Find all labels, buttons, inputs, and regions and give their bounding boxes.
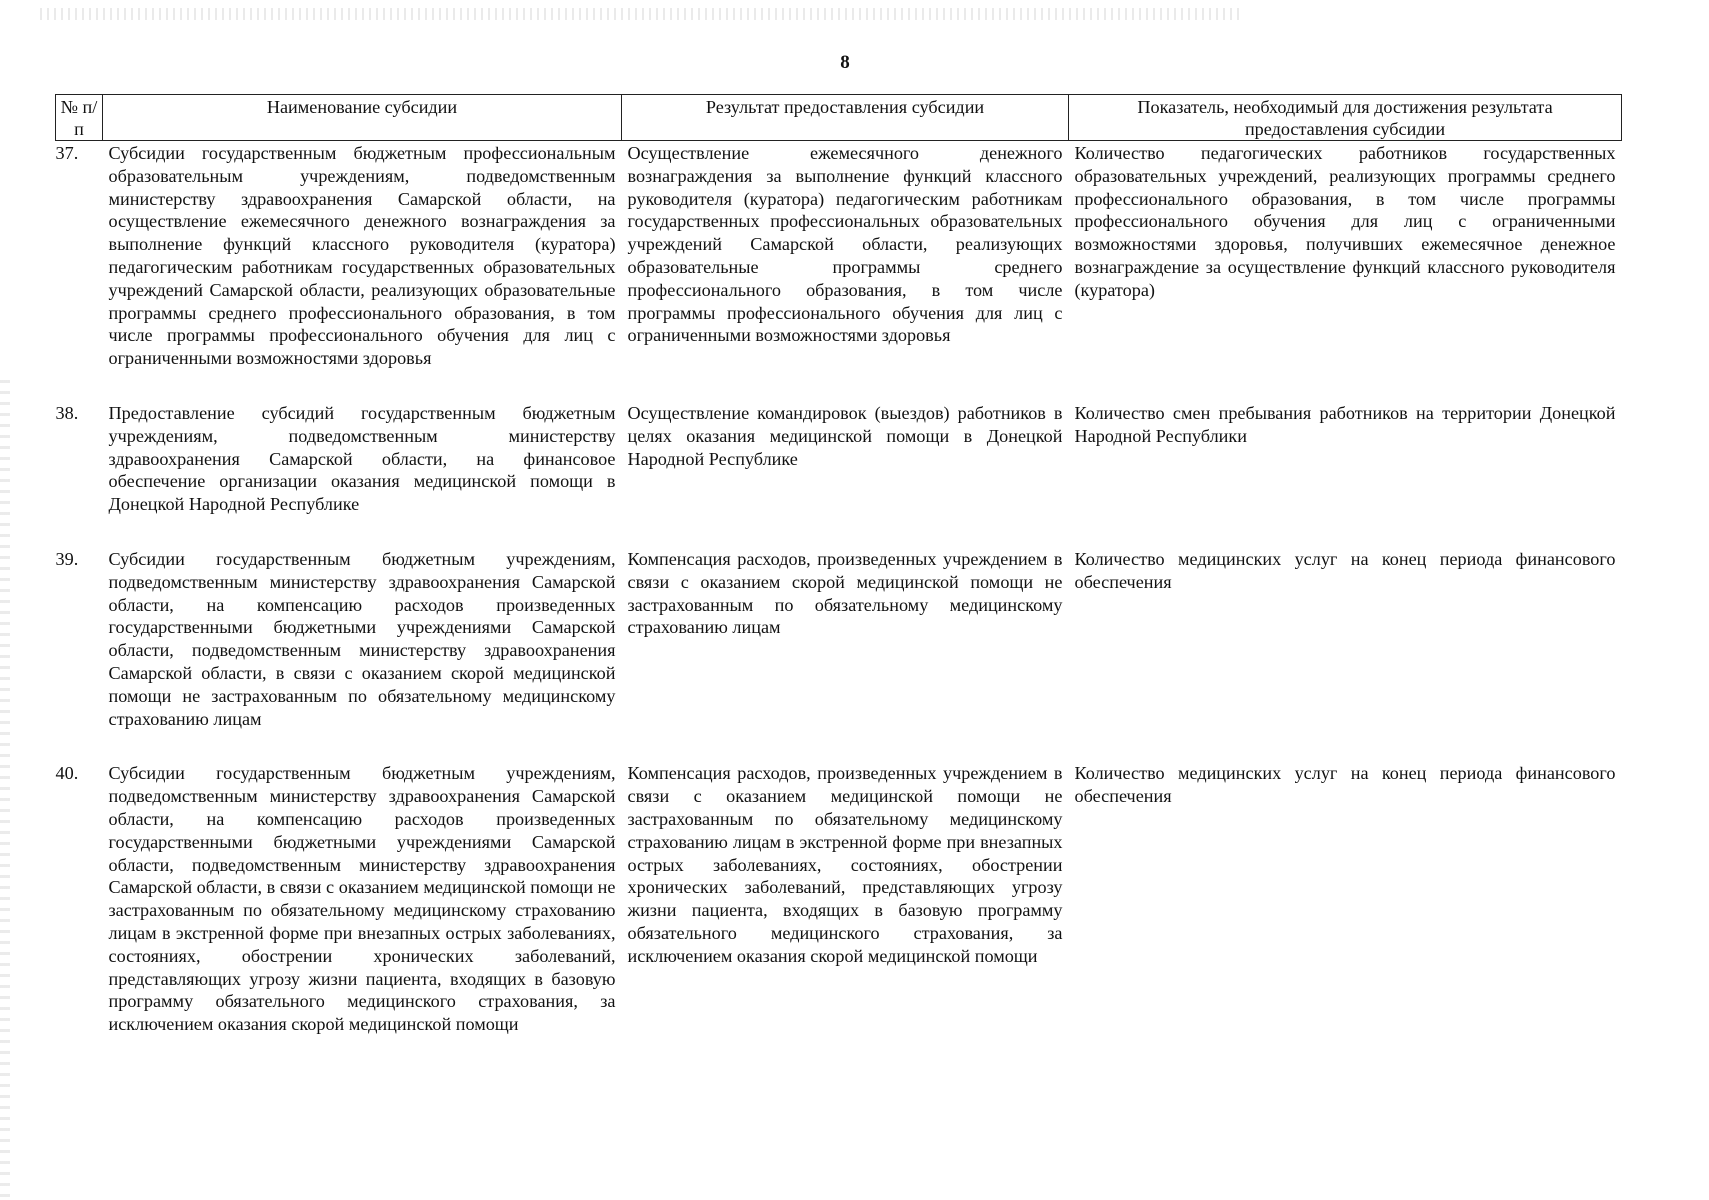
table-row [56, 762, 1622, 1068]
table-row [56, 548, 1622, 762]
subsidy-indicator: Количество медицинских услуг на конец периода финансового обеспечения [1074, 548, 1616, 592]
header-number: № п/п [56, 95, 103, 141]
row-number: 37. [55, 143, 79, 163]
scan-noise-top [40, 8, 1240, 20]
subsidy-result: Компенсация расходов, произведенных учреждением в связи с оказанием медицинской помощи не застрахованным по обязательному медицинскому страхованию лицам в экстренной форме при внезапных острых заболеваниях, состояниях, обострении хронических заболеваний, представляющих угрозу жизни пациента, входящих в базовую программу обязательного медицинского страхования, за исключением оказания скорой медицинской помощи [627, 763, 1063, 966]
header-subsidy-name: Наименование субсидии [103, 95, 622, 141]
table-row [56, 402, 1622, 548]
row-number: 40. [55, 763, 79, 784]
subsidy-name: Субсидии государственным бюджетным учреждениям, подведомственным министерству здравоохранения Самарской области, на компенсацию расходов произведенных государственными бюджетными учреждениями Самарской области, подведомственным министерству здравоохранения Самарской области, в связи с оказанием скорой медицинской помощи не застрахованным по обязательному медицинскому страхованию лицам [108, 548, 616, 729]
subsidy-result: Осуществление командировок (выездов) работников в целях оказания медицинской помощи в Донецкой Народной Республике [627, 402, 1063, 469]
subsidy-name: Предоставление субсидий государственным бюджетным учреждениям, подведомственным министерству здравоохранения Самарской области, на финансовое обеспечение организации оказания медицинской помощи в Донецкой Народной Республике [108, 402, 616, 515]
page-number: 8 [840, 52, 850, 73]
scan-noise-left [0, 380, 10, 1200]
header-subsidy-result: Результат предоставления субсидии [622, 95, 1069, 141]
subsidy-indicator: Количество педагогических работников государственных образовательных учреждений, реализующих программы среднего профессионального образования, в том числе программы профессионального обучения для лиц с ограниченными возможностями здоровья, получивших ежемесячное денежное вознаграждение за осуществление функций классного руководителя (куратора) [1074, 143, 1616, 300]
subsidy-result: Осуществление ежемесячного денежного вознаграждения за выполнение функций классного руководителя (куратора) педагогическим работникам государственных профессиональных образовательных учреждений Самарской области, реализующих образовательные программы среднего профессионального образования, в том числе программы профессионального обучения для лиц с ограниченными возможностями здоровья [627, 143, 1063, 346]
table-header-row [56, 95, 1622, 141]
row-number: 38. [55, 402, 79, 423]
subsidy-result: Компенсация расходов, произведенных учреждением в связи с оказанием скорой медицинской помощи не застрахованным по обязательному медицинскому страхованию лицам [627, 548, 1063, 638]
header-indicator: Показатель, необходимый для достижения результата предоставления субсидии [1069, 95, 1622, 141]
subsidy-name: Субсидии государственным бюджетным учреждениям, подведомственным министерству здравоохранения Самарской области, на компенсацию расходов произведенных государственными бюджетными учреждениями Самарской области, подведомственным министерству здравоохранения Самарской области, в связи с оказанием медицинской помощи не застрахованным по обязательному медицинскому страхованию лицам в экстренной форме при внезапных острых заболеваниях, состояниях, обострении хронических заболеваний, представляющих угрозу жизни пациента, входящих в базовую программу обязательного медицинского страхования, за исключением оказания скорой медицинской помощи [108, 763, 616, 1035]
row-number: 39. [55, 548, 79, 569]
subsidy-indicator: Количество медицинских услуг на конец периода финансового обеспечения [1074, 763, 1616, 807]
subsidy-indicator: Количество смен пребывания работников на территории Донецкой Народной Республики [1074, 402, 1616, 446]
table-row [56, 141, 1622, 402]
subsidy-table [55, 94, 1622, 1068]
subsidy-name: Субсидии государственным бюджетным профессиональным образовательным учреждениям, подведомственным министерству здравоохранения Самарской области, на осуществление ежемесячного денежного вознаграждения за выполнение функций классного руководителя (куратора) педагогическим работникам государственных образовательных учреждений Самарской области, реализующих образовательные программы среднего профессионального образования, в том числе программы профессионального обучения для лиц с ограниченными возможностями здоровья [108, 143, 616, 369]
